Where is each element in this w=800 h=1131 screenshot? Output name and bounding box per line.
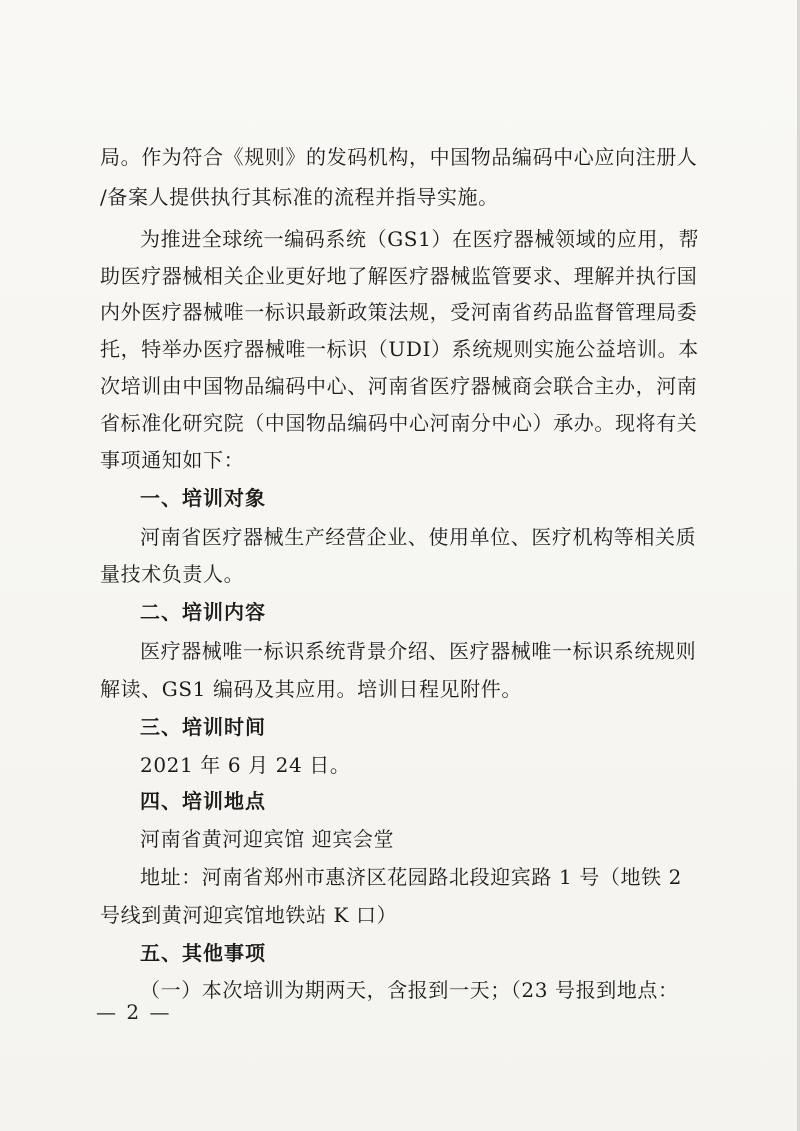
- section-heading-other-matters: 五、其他事项: [140, 941, 266, 965]
- venue-name: 河南省黄河迎宾馆 迎宾会堂: [140, 827, 395, 851]
- paragraph-line: 量技术负责人。: [100, 562, 245, 586]
- training-date: 2021 年 6 月 24 日。: [140, 753, 351, 777]
- paragraph-line: 省标准化研究院（中国物品编码中心河南分中心）承办。现将有关: [100, 411, 698, 435]
- paragraph-line: 次培训由中国物品编码中心、河南省医疗器械商会联合主办，河南: [100, 374, 698, 398]
- section-heading-training-content: 二、培训内容: [140, 600, 266, 624]
- paragraph-line: （一）本次培训为期两天，含报到一天；（23 号报到地点：: [140, 978, 679, 1002]
- paragraph-line: 河南省医疗器械生产经营企业、使用单位、医疗机构等相关质: [140, 525, 697, 549]
- paragraph-line: 局。作为符合《规则》的发码机构，中国物品编码中心应向注册人: [100, 145, 698, 169]
- paragraph-line: 号线到黄河迎宾馆地铁站 K 口）: [100, 903, 398, 927]
- section-heading-training-time: 三、培训时间: [140, 715, 266, 739]
- section-heading-training-target: 一、培训对象: [140, 486, 266, 510]
- paragraph-line: 解读、GS1 编码及其应用。培训日程见附件。: [100, 677, 522, 701]
- section-heading-training-location: 四、培训地点: [140, 789, 266, 813]
- venue-address: 地址：河南省郑州市惠济区花园路北段迎宾路 1 号（地铁 2: [140, 865, 682, 889]
- paragraph-line: 托，特举办医疗器械唯一标识（UDI）系统规则实施公益培训。本: [100, 337, 699, 361]
- paragraph-line: 医疗器械唯一标识系统背景介绍、医疗器械唯一标识系统规则: [140, 639, 697, 663]
- page-number: — 2 —: [96, 1000, 172, 1024]
- paragraph-line: 内外医疗器械唯一标识最新政策法规，受河南省药品监督管理局委: [100, 300, 698, 324]
- paragraph-line: 助医疗器械相关企业更好地了解医疗器械监管要求、理解并执行国: [100, 264, 698, 288]
- paragraph-line: 事项通知如下：: [100, 448, 245, 472]
- paragraph-line: /备案人提供执行其标准的流程并指导实施。: [100, 185, 499, 209]
- paragraph-line: 为推进全球统一编码系统（GS1）在医疗器械领域的应用，帮: [140, 227, 700, 251]
